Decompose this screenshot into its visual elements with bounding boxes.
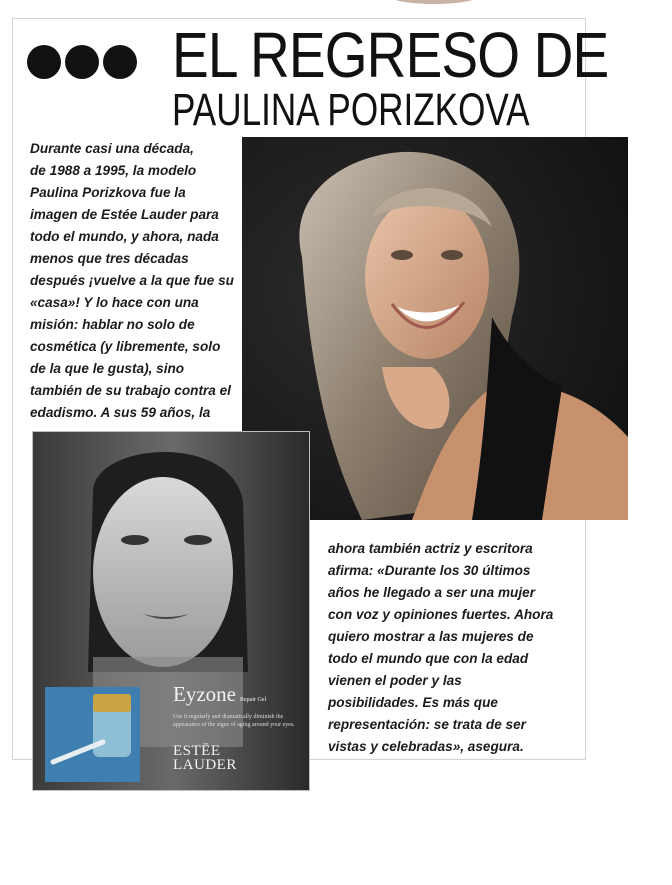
body-line: de 1988 a 1995, la modelo [30,163,197,178]
body-line: afirma: «Durante los 30 últimos [328,563,531,578]
dot-icon [27,45,61,79]
body-line: Paulina Porizkova fue la [30,185,186,200]
section-dots-icon [27,45,137,79]
body-line: años he llegado a ser una mujer [328,585,535,600]
body-line: también de su trabajo contra el [30,383,231,398]
body-line: edadismo. A sus 59 años, la [30,405,211,420]
dot-icon [65,45,99,79]
body-text-left [30,138,245,424]
ad-logo: ESTĒE LAUDER [173,743,237,773]
body-line: misión: hablar no solo de [30,317,195,332]
body-line: de la que le gusta), sino [30,361,185,376]
body-line: Durante casi una década, [30,141,194,156]
ad-brand-name: Eyzone Repair Gel [173,682,267,706]
body-line: imagen de Estée Lauder para [30,207,219,222]
dot-icon [103,45,137,79]
body-line: quiero mostrar a las mujeres de [328,629,534,644]
headline-line-2: PAULINA PORIZKOVA [172,84,530,135]
body-line: menos que tres décadas [30,251,189,266]
body-line: cosmética (y libremente, solo [30,339,221,354]
body-line: representación: se trata de ser [328,717,526,732]
body-line: «casa»! Y lo hace con una [30,295,199,310]
body-line: vistas y celebradas», asegura. [328,739,524,754]
body-line: con voz y opiniones fuertes. Ahora [328,607,554,622]
body-line: vienen el poder y las [328,673,462,688]
body-line: posibilidades. Es más que [328,695,498,710]
decorative-arc [388,0,480,4]
body-line: ahora también actriz y escritora [328,541,533,556]
body-line: todo el mundo que con la edad [328,651,529,666]
headline-line-1: EL REGRESO DE [172,19,609,91]
vintage-ad-image [33,432,309,790]
body-line: después ¡vuelve a la que fue su [30,273,234,288]
ad-copy-text: Use it regularly and dramatically diminish the appearance of the signs of aging around your eyes. [173,714,295,728]
body-line: todo el mundo, y ahora, nada [30,229,219,244]
body-text-right [328,538,578,758]
